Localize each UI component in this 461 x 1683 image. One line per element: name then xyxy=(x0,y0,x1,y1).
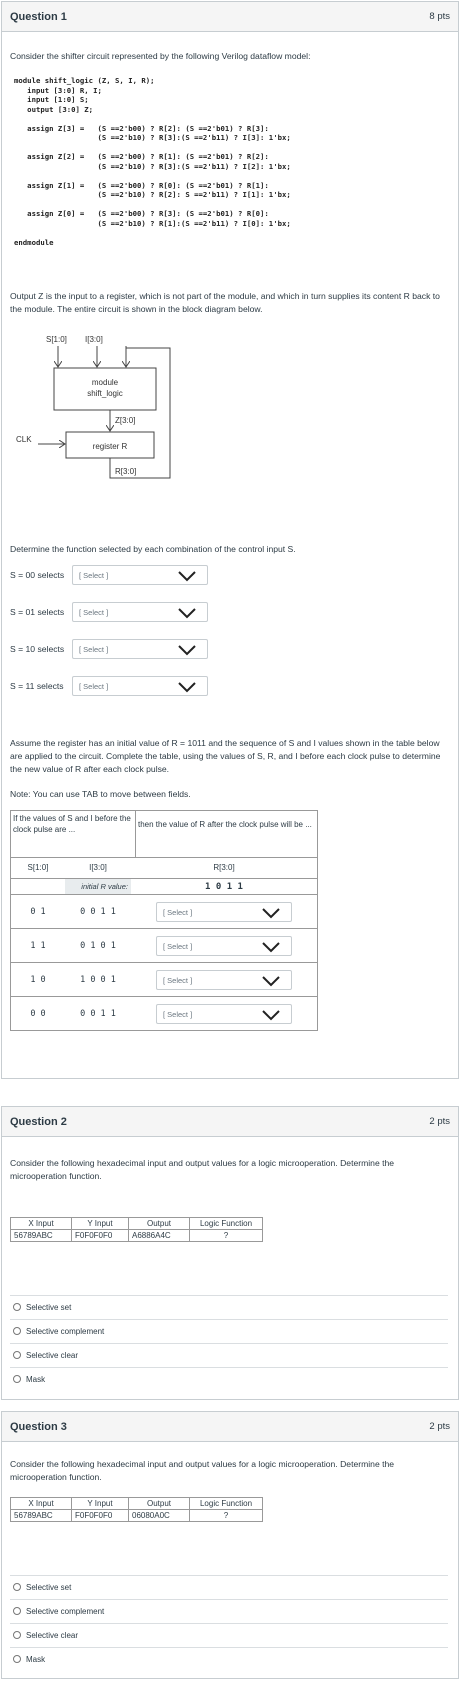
row-s-value: 1 0 xyxy=(30,974,46,985)
module-name-label: shift_logic xyxy=(87,389,123,398)
question-1 xyxy=(1,1,459,1079)
table-head-right: then the value of R after the clock pulse will be ... xyxy=(138,820,312,829)
radio-icon[interactable] xyxy=(13,1655,21,1663)
table-header-row xyxy=(11,1218,263,1230)
register-description: Output Z is the input to a register, which is not part of the module, and which in turn supplies its content R back to the module. The entire circuit is shown in the block diagram below. xyxy=(10,291,440,314)
select-row-s11 xyxy=(10,675,208,697)
option-mask[interactable] xyxy=(10,1367,448,1390)
hex-table xyxy=(10,1217,263,1242)
y-input-value: F0F0F0F0 xyxy=(72,1510,129,1522)
x-input-value: 56789ABC xyxy=(11,1510,72,1522)
s00-function-select[interactable] xyxy=(72,565,208,585)
question-text: Consider the following hexadecimal input and output values for a logic microoperation. Determine the microoperation function. xyxy=(10,1158,395,1181)
chevron-down-icon xyxy=(261,1009,281,1021)
radio-icon[interactable] xyxy=(13,1607,21,1615)
r-feedback-label: R[3:0] xyxy=(115,467,137,476)
select-label: S = 10 selects xyxy=(10,644,65,654)
logic-function-value: ? xyxy=(190,1510,263,1522)
table-row xyxy=(11,963,317,997)
clk-label: CLK xyxy=(16,435,32,444)
chevron-down-icon xyxy=(261,975,281,987)
question-intro: Consider the shifter circuit represented by the following Verilog dataflow model: xyxy=(10,51,311,61)
initial-value: 1 0 1 1 xyxy=(131,878,317,894)
select-placeholder: [ Select ] xyxy=(79,571,109,580)
radio-icon[interactable] xyxy=(13,1583,21,1591)
option-label: Mask xyxy=(26,1654,46,1664)
radio-icon[interactable] xyxy=(13,1303,21,1311)
select-placeholder: [ Select ] xyxy=(163,975,193,985)
option-selective-clear[interactable] xyxy=(10,1343,448,1366)
table-row xyxy=(11,997,317,1030)
option-selective-complement[interactable] xyxy=(10,1319,448,1342)
chevron-down-icon xyxy=(177,681,197,693)
option-label: Mask xyxy=(26,1374,46,1384)
row-r-select[interactable] xyxy=(156,1004,292,1024)
output-value: A6886A4C xyxy=(129,1230,190,1242)
option-selective-set[interactable] xyxy=(10,1295,448,1318)
col-header: Output xyxy=(129,1498,190,1510)
radio-icon[interactable] xyxy=(13,1375,21,1383)
col-header: Output xyxy=(129,1218,190,1230)
option-mask[interactable] xyxy=(10,1647,448,1670)
col-header-s: S[1:0] xyxy=(27,863,49,872)
select-label: S = 01 selects xyxy=(10,607,65,617)
select-placeholder: [ Select ] xyxy=(163,907,193,917)
col-header: Logic Function xyxy=(190,1218,263,1230)
s10-function-select[interactable] xyxy=(72,639,208,659)
select-row-s01 xyxy=(10,601,208,623)
chevron-down-icon xyxy=(177,644,197,656)
select-placeholder: [ Select ] xyxy=(79,608,109,617)
select-label: S = 11 selects xyxy=(10,681,64,691)
question-text: Consider the following hexadecimal input and output values for a logic microoperation. Determine the microoperation function. xyxy=(10,1459,395,1482)
select-row-s00 xyxy=(10,564,208,586)
col-header: Y Input xyxy=(72,1218,129,1230)
table-header-row xyxy=(11,1498,263,1510)
row-s-value: 1 1 xyxy=(30,940,46,951)
select-label: S = 00 selects xyxy=(10,570,65,580)
question-points: 2 pts xyxy=(429,1116,450,1127)
question-header xyxy=(2,1107,458,1137)
radio-icon[interactable] xyxy=(13,1351,21,1359)
row-r-select[interactable] xyxy=(156,936,292,956)
table-header-row xyxy=(11,811,317,858)
table-row xyxy=(11,895,317,929)
option-label: Selective complement xyxy=(26,1326,105,1336)
initial-value-label: initial R value: xyxy=(65,878,131,894)
block-diagram xyxy=(2,332,202,512)
option-label: Selective clear xyxy=(26,1350,79,1360)
row-s-value: 0 1 xyxy=(30,906,46,917)
y-input-value: F0F0F0F0 xyxy=(72,1230,129,1242)
initial-value-row xyxy=(11,878,317,895)
col-header: X Input xyxy=(11,1498,72,1510)
s01-function-select[interactable] xyxy=(72,602,208,622)
question-2 xyxy=(1,1106,459,1400)
option-selective-set[interactable] xyxy=(10,1575,448,1598)
register-label: register R xyxy=(92,442,128,451)
select-placeholder: [ Select ] xyxy=(163,941,193,951)
chevron-down-icon xyxy=(177,607,197,619)
hex-table xyxy=(10,1497,263,1522)
table-head-left: If the values of S and I before the clock pulse are ... xyxy=(11,811,136,857)
i-input-label: I[3:0] xyxy=(85,335,103,344)
question-title: Question 1 xyxy=(10,10,67,23)
question-header xyxy=(2,1412,458,1442)
radio-icon[interactable] xyxy=(13,1631,21,1639)
question-title: Question 3 xyxy=(10,1420,67,1433)
option-label: Selective set xyxy=(26,1582,72,1592)
col-header-i: I[3:0] xyxy=(89,863,107,872)
verilog-code: module shift_logic (Z, S, I, R); input [3:0] R, I; input [1:0] S; output [3:0] Z; assign Z[3] = (S ==2'b00) ? R[2]: (S ==2'b01) ? R[3]: (S ==2'b10) ? R[3]:(S ==2'b11) ? I[3]: 1'bx; assign Z[2] = (S ==2'b00) ? R[1]: (S ==2'b01) ? R[2]: (S ==2'b10) ? R[3]:(S ==2'b11) ? I[2]: 1'bx; assign Z[1] = (S ==2'b00) ? R[0]: (S ==2'b01) ? R[1]: (S ==2'b10) ? R[2]: S ==2'b11) ? I[1]: 1'bx; assign Z[0] = (S ==2'b00) ? R[3]: (S ==2'b01) ? R[0]: (S ==2'b10) ? R[1]:(S ==2'b11) ? I[0]: 1'bx; endmodule xyxy=(14,76,291,247)
question-3 xyxy=(1,1411,459,1679)
table-row xyxy=(11,1510,263,1522)
select-placeholder: [ Select ] xyxy=(163,1009,193,1019)
select-placeholder: [ Select ] xyxy=(79,682,109,691)
row-i-value: 0 1 0 1 xyxy=(80,940,116,951)
output-value: 06080A0C xyxy=(129,1510,190,1522)
z-output-label: Z[3:0] xyxy=(115,416,136,425)
sequence-instructions: Assume the register has an initial value of R = 1011 and the sequence of S and I values shown in the table below are applied to the circuit. Complete the table, using the values of S, R, and I before each clock pulse to determine the new value of R after each clock pulse. xyxy=(10,738,441,774)
question-points: 8 pts xyxy=(429,11,450,22)
option-selective-clear[interactable] xyxy=(10,1623,448,1646)
col-header: Y Input xyxy=(72,1498,129,1510)
logic-function-value: ? xyxy=(190,1230,263,1242)
table-row xyxy=(11,929,317,963)
col-header: Logic Function xyxy=(190,1498,263,1510)
row-i-value: 0 0 1 1 xyxy=(80,1008,116,1019)
row-s-value: 0 0 xyxy=(30,1008,46,1019)
col-header: X Input xyxy=(11,1218,72,1230)
control-input-prompt: Determine the function selected by each combination of the control input S. xyxy=(10,544,296,554)
option-label: Selective complement xyxy=(26,1606,105,1616)
chevron-down-icon xyxy=(177,570,197,582)
s11-function-select[interactable] xyxy=(72,676,208,696)
x-input-value: 56789ABC xyxy=(11,1230,72,1242)
table-column-header-row xyxy=(11,858,317,878)
col-header-r: R[3:0] xyxy=(213,863,235,872)
option-label: Selective clear xyxy=(26,1630,79,1640)
chevron-down-icon xyxy=(261,907,281,919)
radio-icon[interactable] xyxy=(13,1327,21,1335)
row-r-select[interactable] xyxy=(156,902,292,922)
chevron-down-icon xyxy=(261,941,281,953)
question-header xyxy=(2,2,458,32)
select-row-s10 xyxy=(10,638,208,660)
row-i-value: 1 0 0 1 xyxy=(80,974,116,985)
row-i-value: 0 0 1 1 xyxy=(80,906,116,917)
sequence-table xyxy=(10,810,318,1031)
row-r-select[interactable] xyxy=(156,970,292,990)
tab-note: Note: You can use TAB to move between fields. xyxy=(10,789,191,799)
table-row xyxy=(11,1230,263,1242)
question-points: 2 pts xyxy=(429,1421,450,1432)
s-input-label: S[1:0] xyxy=(46,335,67,344)
option-selective-complement[interactable] xyxy=(10,1599,448,1622)
select-placeholder: [ Select ] xyxy=(79,645,109,654)
module-label: module xyxy=(91,378,119,387)
option-label: Selective set xyxy=(26,1302,72,1312)
question-title: Question 2 xyxy=(10,1115,67,1128)
